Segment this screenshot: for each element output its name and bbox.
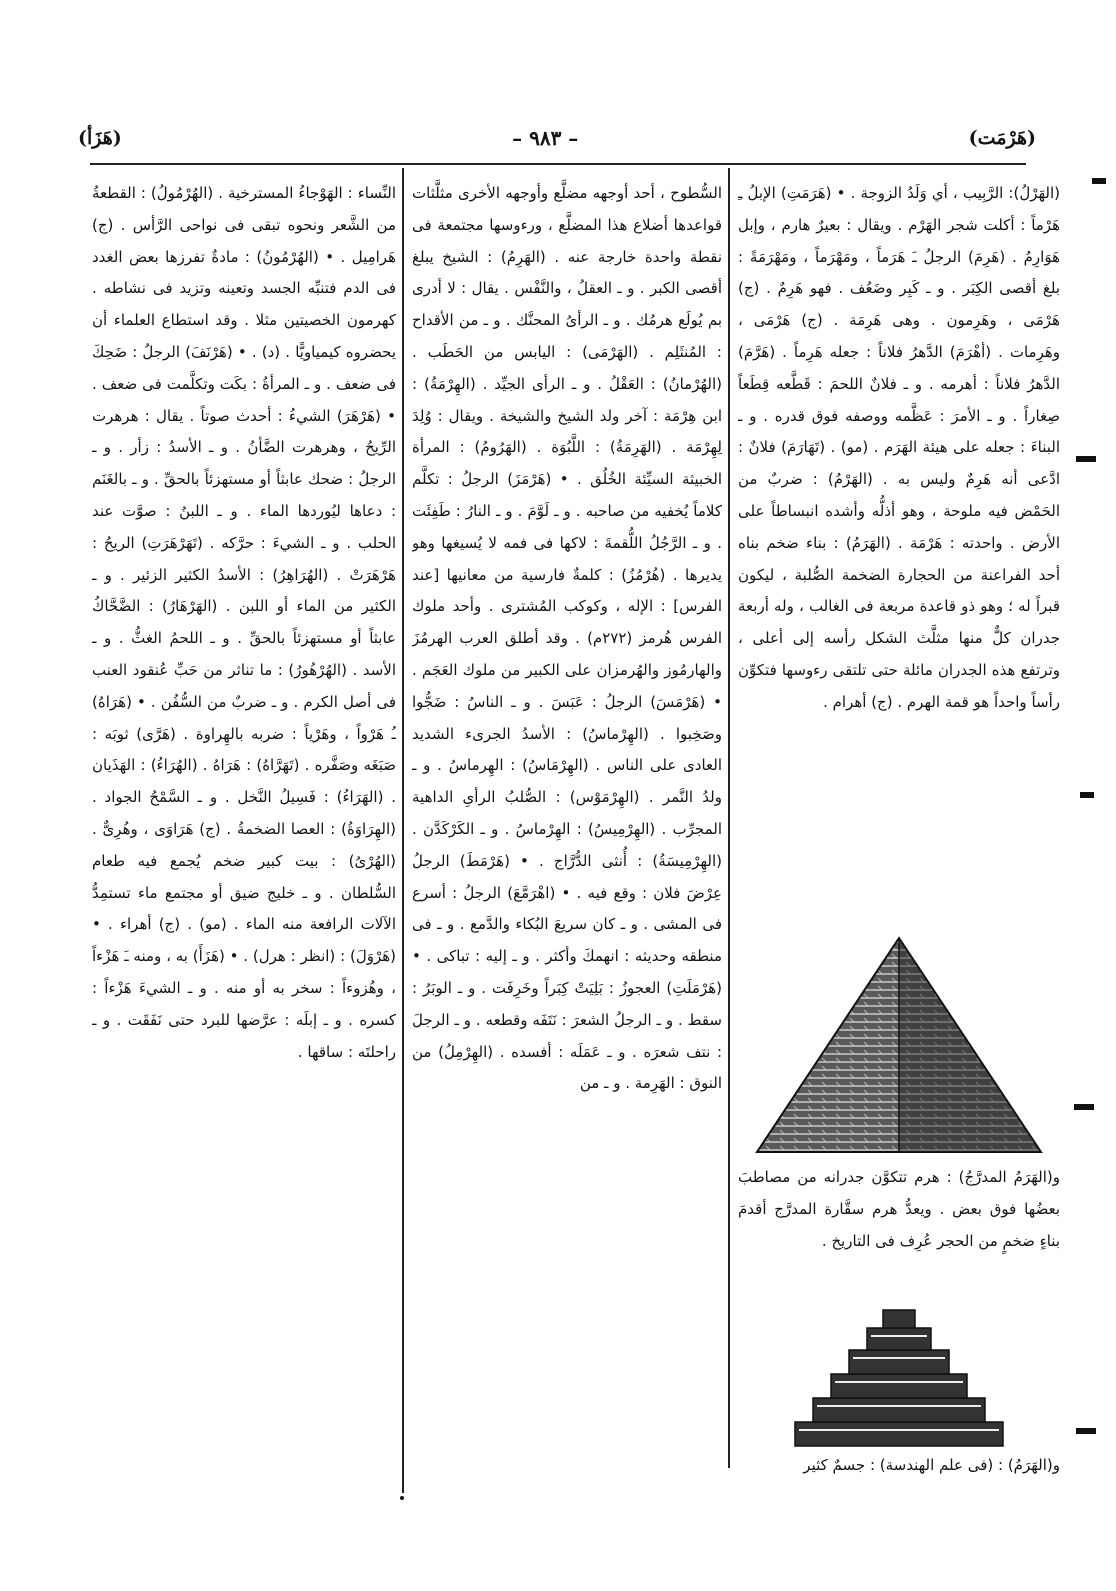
entry-text: السُّطوح ، أحد أوجهه مضلَّع وأوجهه الأخرى مثلَّثات قواعدها أضلاع هذا المضلَّع ، ورءوسها مجتمعة فى نقطة واحدة خارجة عنه . (الهَرِمُ) : الشيخ يبلغ أقصى الكبر . و ـ العقلُ ، والنَّفْس . يقال : لا أدرى بم يُولَع هرمُك . و ـ الرأىُ المحنَّك . و ـ من الأقداح : المُنثَلِم . (الهَرْمَى) : اليابس من الحَطَب . (الهُرْمانُ) : العَقْلُ . و ـ الرأى الجيِّد . (الهِرْمَةُ) : ابن هِرْمَة : آخر ولد الشيخ والشيخة . ويقال : وُلِدَ لِهِرْمَة . (الهَرِمَةُ) : اللَّبُوَة . (الهَرُومُ) : المرأة الخبيثة السيِّئة الخُلُق . • (هَرْمَزَ) الرجلُ : تكلَّم كلاماً يُخفيه من صاحبه . و ـ لَوَّمَ . و ـ النارُ : طَفِئَت . و ـ الرَّجُلُ اللُّقمةَ : لاكها فى فمه لا يُسيغها وهو يديرها . (هُرْمُزُ) : كلمةٌ فارسية من معانيها [عند الفرس] : الإله ، وكوكب المُشترى . وأحد ملوك الفرس هُرمز (٢٧٢م) . وقد أطلق العرب الهرمُزَ والهارمُوز والهُرمزان على الكبير من ملوك العَجَم . • (هَرْمَسَ) الرجلُ : عَبَسَ . و ـ الناسُ : ضَجُّوا وصَخِبوا . (الهِرْماسُ) : الأسدُ الجرىء الشديد العادى على الناس . (الهِرْمَاسُ) : الهِرماسُ . و ـ ولدُ النَّمر . (الهِرْمَوْس) : الصُّلبُ الرأىِ الداهية المجرِّب . (الهِرْمِيسُ) : الهِرْماسُ . و ـ الكَرْكَدَّن . (الهِرْمِيسَةُ) : أُنثى الدُّرَّاج . • (هَرْمَطَ) الرجلُ عِرْضَ فلان : وقع فيه . • (اهْرَمَّعَ) الرجلُ : أسرع فى المشى . و ـ كان سريعَ البُكاء والدَّمع . و ـ فى منطقه وحديثه : انهمكَ وأكثر . و ـ إليه : تباكى . • (هَرْمَلَتِ) العجوزُ : بَلِيَتْ كِبَراً وخَرِفَت . و ـ الوبَرُ : سقط . و ـ الرجلُ الشعرَ : نَتَفَه وقطعه . و ـ الرجلَ : نتف شعرَه . و ـ عَمَلَه : أفسده . (الهِرْمِلُ) من النوق : الهَرِمة . و ـ من	[412, 184, 722, 1093]
entry-text: (الهَرْلُ): الرَّبِيب ، أي وَلَدُ الزوجة . • (هَرَمَتِ) الإبلُ ـِ هَرْماً : أكلت شجر الهَرْم . ويقال : بعيرٌ هارم ، وإبل هَوَارِمُ . (هَرِمَ) الرجلُ ـَ هَرَماً ، ومَهْرَماً ، ومَهْرَمَةً : بلغ أقصى الكِبَر . و ـ كَبِر وضَعُف . فهو هَرِمٌ . (ج) هَرْمَى ، وهَرِمون . وهى هَرِمَة . (ج) هَرْمَى ، وهَرِمات . (أهْرَمَ) الدَّهرُ فلاناً : جعله هَرِماً . (هَرَّمَ) الدَّهرُ فلاناً : أهرمه . و ـ فلانٌ اللحمَ : قَطَّعه قِطَعاً صِغاراً . و ـ الأمرَ : عَظَّمه ووصفه فوق قدره . و ـ البناءَ : جعله على هيئة الهَرَم . (مو) . (تَهَارَمَ) فلانٌ : ادَّعى أنه هَرِمٌ وليس به . (الهَرْمُ) : ضربٌ من الحَمْض فيه ملوحة ، وهو أذلُّه وأشده انبساطاً على الأرض . واحدته : هَرْمَة . (الهَرَمُ) : بناء ضخم بناه أحد الفراعنة من الحجارة الضخمة الصُّلبة ، ليكون قبراً له ؛ وهو ذو قاعدة مربعة فى الغالب ، وله أربعة جدران كلٌّ منها مثلَّث الشكل رأسه إلى أعلى ، وترتفع هذه الجدران مائلة حتى تلتقى رءوسها فتكوِّن رأساً واحداً هو قمة الهرم . (ج) أهرام .	[738, 184, 1060, 711]
column-left	[92, 178, 396, 1488]
header-rule	[90, 163, 1026, 165]
entry-text: و(الهَرَمُ المدرَّجُ) : هرم تتكوَّن جدرانه من مصاطبَ بعضُها فوق بعض . ويعدُّ هرم سقَّارة المدرَّج أقدمَ بناءٍ ضخمٍ من الحجر عُرِف فى التاريخ .	[738, 1168, 1060, 1250]
column-divider-left	[402, 168, 404, 1493]
column-middle	[412, 178, 722, 1488]
guide-word-left: (هَزَأ)	[78, 127, 122, 149]
guide-word-right: (هَرْمَت)	[968, 127, 1036, 149]
column-right	[738, 178, 1060, 1488]
ink-dot	[400, 1496, 404, 1500]
step-pyramid-illustration	[779, 1300, 1019, 1450]
margin-mark	[1076, 456, 1096, 462]
column-divider-right	[728, 168, 730, 1468]
margin-mark	[1076, 1428, 1096, 1434]
entry-text: النِّساء : الهَوْجاءُ المسترخية . (الهُرْمُولُ) : القطعةُ من الشَّعر ونحوه تبقى فى نواحى الرَّأس . (ج) هَرامِيل . • (الهُرْمُونُ) : مادةٌ تفرزها بعض الغدد فى الدم فتنبِّه الجسد وتعينه وتزيد فى نشاطه . كهرمون الخصيتين مثلا . وقد استطاع العلماء أن يحضروه كيمياويًّا . (د) . • (هَرْنَفَ) الرجلُ : ضَحِكَ فى ضعف . و ـ المرأةُ : بكَت وتكلَّمت فى ضعف . • (هَرْهَرَ) الشيءُ : أحدث صوتاً . يقال : هرهرت الرِّيحُ ، وهرهرت الضَّأنُ . و ـ الأسدُ : زأر . و ـ الرجلُ : ضحك عابثاً أو مستهزئاً بالحقِّ . و ـ بالغَنَم : دعاها ليُوردها الماء . و ـ اللبنُ : صوَّت عند الحلب . و ـ الشيءَ : حرَّكه . (تَهَرْهَرَتِ) الريحُ : هَرْهَرَتْ . (الهُرَاهِرُ) : الأسدُ الكثير الزئير . و ـ الكثير من الماء أو اللبن . (الهَرْهَارُ) : الضَّحَّاكُ عابثاً أو مستهزئاً بالحقِّ . و ـ اللحمُ الغثُّ . و ـ الأسد . (الهُرْهُورُ) : ما تناثر من حَبِّ عُنقود العنب فى أصل الكرم . و ـ ضربٌ من السُّفُن . • (هَرَاهُ) ـُ هَرْواً ، وهَرْياً : ضربه بالهِراوة . (هَرَّى) ثوبَه : صَبَغَه وصَفَّره . (تَهَرَّاهُ) : هَرَاهُ . (الهُرَاءُ) : الهَذَيان . (الهَرَاءُ) : فَسِيلُ النَّخل . و ـ السَّمْحُ الجواد . (الهِرَاوَةُ) : العصا الضخمةُ . (ج) هَرَاوَى ، وهُرِىٌّ . (الهُرْىُ) : بيت كبير ضخم يُجمع فيه طعام السُّلطان . و ـ خليج ضيق أو مجتمع ماء تستمِدُّ الآلات الرافعة منه الماء . (مو) . (ج) أهراء . • (هَرْوَلَ) : (انظر : هرل) . • (هَزَأَ) به ، ومنه ـَ هَزْءاً ، وهُزوءاً : سخر به أو منه . و ـ الشيءَ هَزْءاً : كسره . و ـ إبلَه : عرَّضها للبرد حتى نَفَقَت . و ـ راحلتَه : ساقها .	[92, 184, 396, 1061]
entry-text: و(الهَرَمُ) : (فى علم الهندسة) : جسمٌ كثير	[803, 1456, 1060, 1474]
margin-mark	[1074, 1104, 1094, 1110]
pyramid-illustration	[749, 930, 1049, 1162]
margin-mark	[1080, 792, 1094, 798]
page-number: – ٩٨٣ –	[512, 126, 579, 150]
margin-mark	[1092, 178, 1106, 184]
page-header	[78, 118, 1036, 158]
